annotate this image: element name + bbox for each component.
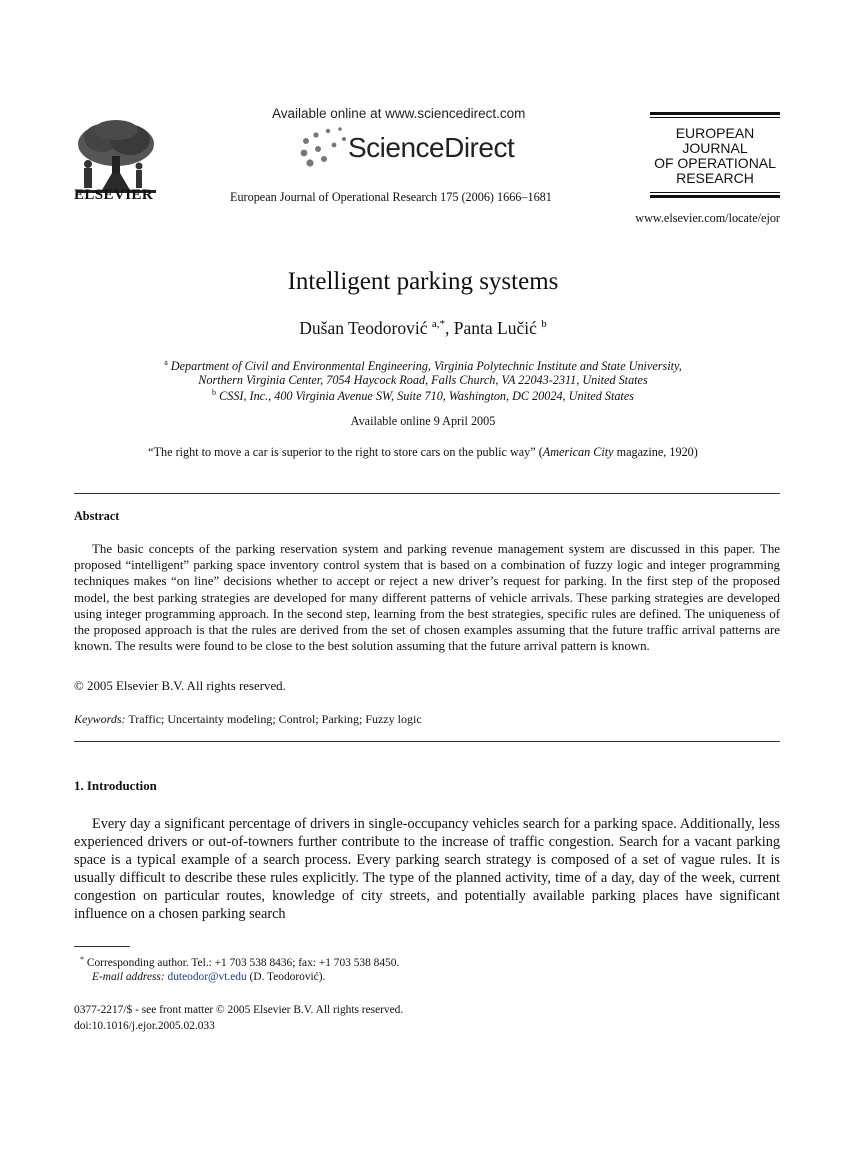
- affiliation-text: CSSI, Inc., 400 Virginia Avenue SW, Suite 710, Washington, DC 20024, United States: [219, 389, 634, 403]
- epigraph-source: American City: [542, 445, 614, 459]
- divider: [74, 741, 780, 742]
- author-affiliation-mark[interactable]: b: [541, 318, 547, 330]
- footnote-corresponding: [80, 955, 399, 969]
- footnote-divider: [74, 946, 130, 947]
- author-separator: ,: [445, 318, 454, 338]
- keywords-list: Traffic; Uncertainty modeling; Control; Parking; Fuzzy logic: [128, 712, 422, 726]
- affiliation-a: [0, 358, 846, 374]
- available-online-link[interactable]: Available online at www.sciencedirect.com: [272, 106, 526, 121]
- footnote-email: [92, 971, 325, 983]
- author-name: Dušan Teodorović: [299, 318, 428, 338]
- keywords-label: Keywords:: [74, 712, 126, 726]
- sciencedirect-brand: ScienceDirect: [348, 132, 515, 163]
- front-matter-issn: 0377-2217/$ - see front matter © 2005 Elsevier B.V. All rights reserved.: [74, 1004, 404, 1016]
- affiliation-mark: a: [164, 358, 168, 367]
- journal-logo-line: OF OPERATIONAL: [654, 155, 776, 171]
- footnote-mark: *: [80, 955, 84, 964]
- email-label: E-mail address:: [92, 971, 165, 983]
- doi-link[interactable]: doi:10.1016/j.ejor.2005.02.033: [74, 1020, 215, 1032]
- journal-logo: [650, 112, 780, 198]
- journal-logo-line: EUROPEAN: [675, 125, 755, 141]
- email-link[interactable]: duteodor@vt.edu: [167, 971, 247, 983]
- journal-logo-line: JOURNAL: [682, 140, 748, 156]
- author-affiliation-mark[interactable]: a,*: [431, 318, 445, 330]
- footnote-text: Corresponding author. Tel.: +1 703 538 8436; fax: +1 703 538 8450.: [86, 957, 400, 969]
- abstract-copyright: © 2005 Elsevier B.V. All rights reserved.: [74, 679, 286, 693]
- affiliation-b: [0, 388, 846, 404]
- epigraph-suffix: magazine, 1920): [613, 445, 698, 459]
- keywords: [74, 712, 422, 727]
- affiliation-text: Department of Civil and Environmental Engineering, Virginia Polytechnic Institute and State University,: [170, 359, 682, 373]
- section-body: Every day a significant percentage of drivers in single-occupancy vehicles search for a parking space. Additionally, less experienced drivers or out-of-towners further contribute to the increase of traffic congestion. Search for a vacant parking space is a typical example of a search process. Every parking search strategy is composed of a set of vague rules. It is usually difficult to describe these rules explicitly. The type of the planned activity, time of a day, day of the week, current congestion on particular routes, knowledge of city streets, and potentially available parking places have significant influence on a chosen parking search: [74, 816, 780, 922]
- affiliation-mark: b: [212, 388, 217, 397]
- epigraph-quote: “The right to move a car is superior to the right to store cars on the public way” (: [148, 445, 543, 459]
- email-suffix: (D. Teodorović).: [246, 971, 326, 983]
- journal-url-link[interactable]: www.elsevier.com/locate/ejor: [635, 211, 780, 225]
- article-title: Intelligent parking systems: [287, 268, 559, 295]
- author-list: [0, 318, 846, 339]
- journal-logo-line: RESEARCH: [676, 170, 754, 186]
- available-online-date: Available online 9 April 2005: [350, 414, 496, 428]
- publisher-name: ELSEVIER: [74, 187, 154, 203]
- section-heading: 1. Introduction: [74, 779, 157, 793]
- abstract-body: The basic concepts of the parking reservation system and parking revenue management system are discussed in this paper. The proposed “intelligent” parking space inventory control system that is based on a combination of fuzzy logic and integer programming techniques makes “on line” decisions whether to accept or reject a new driver’s request for parking. In the first step of the proposed model, the best parking strategies are developed for many different patterns of vehicle arrivals. These parking strategies are developed using integer programming approach. In the second step, learning from the best strategies, specific rules are defined. The uniqueness of the proposed approach is that the rules are derived from the set of chosen examples assuming that the future traffic arrival patterns are known. The results were found to be close to the best solution assuming that the future arrival pattern is known.: [74, 542, 780, 654]
- journal-citation: European Journal of Operational Research 175 (2006) 1666–1681: [230, 190, 552, 204]
- author-name: Panta Lučić: [453, 318, 537, 338]
- abstract-heading: Abstract: [74, 509, 120, 523]
- epigraph: [0, 445, 846, 460]
- divider: [74, 493, 780, 494]
- affiliation-a-line2: Northern Virginia Center, 7054 Haycock Road, Falls Church, VA 22043-2311, United States: [198, 373, 648, 387]
